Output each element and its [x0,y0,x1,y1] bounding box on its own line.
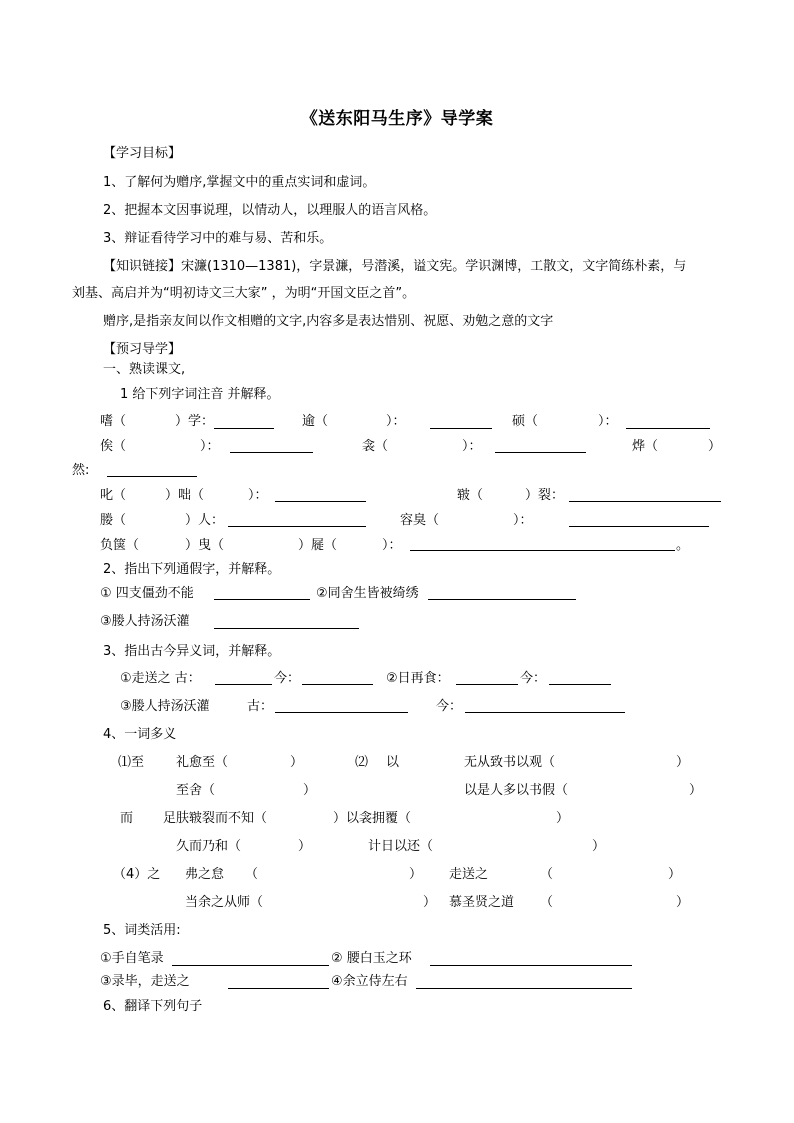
answer-blank[interactable] [275,501,366,502]
answer-blank[interactable] [626,428,710,429]
polysemy-example: ） [290,755,304,770]
polysemy-example: 慕圣贤之道 [449,895,515,910]
vocab-label: ）学： [175,414,215,429]
answer-blank[interactable] [428,599,576,600]
polysemy-example: ）以衾拥覆（ [333,811,412,826]
answer-blank[interactable] [215,684,272,685]
answer-blank[interactable] [416,988,632,989]
answer-blank[interactable] [107,476,197,477]
tongjia-item: ③媵人持汤沃灌 [100,614,190,629]
answer-blank[interactable] [228,526,366,527]
vocab-label: 俟（ [100,439,127,454]
answer-blank[interactable] [465,712,625,713]
word-class-item: ③录毕，走送之 [100,974,190,989]
vocab-label: ）： [200,439,220,454]
polysemy-example: 当余之从师（ [185,895,264,910]
polysemy-example: 久而乃和（ [176,839,242,854]
answer-blank[interactable] [172,965,329,966]
vocab-label: 硕（ [512,414,539,429]
answer-blank[interactable] [214,628,359,629]
tongjia-item: ②同舍生皆被绮绣 [316,586,419,601]
polysemy-word: 以 [386,755,400,770]
word-class-item: ④余立侍左右 [331,974,408,989]
polysemy-example: 弗之怠 [185,867,225,882]
vocab-label: 烨（ [632,439,659,454]
vocab-label: ）： [386,414,406,429]
answer-blank[interactable] [495,452,586,453]
section-4-heading: 4、一词多义 [103,727,177,742]
vocab-label: 然: [72,463,90,478]
vocab-label: ）屣（ [298,538,338,553]
answer-blank[interactable] [228,988,329,989]
section-1-heading: 一、熟读课文, [103,362,186,377]
word-class-item: ② 腰白玉之环 [331,951,412,966]
answer-blank[interactable] [214,428,274,429]
yiyi-label: ③媵人持汤沃灌 [120,699,210,714]
polysemy-example: 至舍（ [176,783,216,798]
polysemy-example: ） [676,895,690,910]
section-6-heading: 6、翻译下列句子 [103,999,203,1014]
knowledge-line: 赠序,是指亲友间以作文相赠的文字,内容多是表达惜别、祝愿、劝勉之意的文字 [103,314,554,329]
polysemy-word: 而 [120,811,134,826]
vocab-label: 叱（ [100,488,127,503]
yiyi-label: 今： [436,699,463,714]
answer-blank[interactable] [549,684,611,685]
polysemy-example: ） [556,811,570,826]
polysemy-example: ） [409,867,423,882]
page-title: 《送东阳马生序》导学案 [300,109,494,129]
answer-blank[interactable] [569,526,709,527]
polysemy-example: 走送之 [449,867,489,882]
yiyi-label: 今： [520,671,547,686]
polysemy-example: （ [245,867,259,882]
knowledge-line: 【知识链接】宋濂(1310—1381)，字景濂，号潜溪，谥文宪。学识渊博，工散文，文字简练朴素，与 [103,259,687,274]
preview-heading: 【预习导学】 [103,342,182,357]
polysemy-example: 无从致书以观（ [464,755,556,770]
answer-blank[interactable] [430,428,492,429]
answer-blank[interactable] [410,550,675,551]
knowledge-line: 刘基、高启并为“明初诗文三大家” ，为明“开国文臣之首”。 [72,286,416,301]
polysemy-word: ⑵ [355,755,369,770]
vocab-label: ）裂： [525,488,565,503]
vocab-label: 衾（ [362,439,389,454]
objective-item: 1、了解何为赠序,掌握文中的重点实词和虚词。 [103,175,376,190]
answer-blank[interactable] [214,599,310,600]
objective-item: 3、辩证看待学习中的难与易、苦和乐。 [103,231,333,246]
answer-blank[interactable] [456,684,518,685]
polysemy-example: 礼愈至（ [176,755,229,770]
section-2-heading: 2、指出下列通假字，并解释。 [103,562,281,577]
polysemy-example: ） [298,839,312,854]
vocab-label: ）： [513,513,533,528]
polysemy-example: 足肤皲裂而不知（ [163,811,268,826]
vocab-label: ）曳（ [185,538,225,553]
answer-blank[interactable] [430,965,632,966]
polysemy-example: （ [540,895,554,910]
vocab-label: 媵（ [100,513,127,528]
answer-blank[interactable] [275,712,408,713]
polysemy-example: ） [423,895,437,910]
vocab-label: ）： [462,439,482,454]
polysemy-word: ⑴至 [118,755,145,770]
vocab-label: ）： [248,488,268,503]
vocab-label: ） [708,439,722,454]
polysemy-example: 计日以还（ [368,839,434,854]
section-3-heading: 3、指出古今异义词，并解释。 [103,644,281,659]
polysemy-example: ） [676,755,690,770]
polysemy-example: 以是人多以书假（ [464,783,569,798]
vocab-label: 嗜（ [100,414,127,429]
polysemy-word: （4）之 [113,867,161,882]
polysemy-example: （ [540,867,554,882]
answer-blank[interactable] [569,501,721,502]
word-class-item: ①手自笔录 [100,951,164,966]
polysemy-example: ） [668,867,682,882]
polysemy-example: ） [689,783,703,798]
vocab-label: 容臭（ [400,513,440,528]
vocab-label: ）人： [185,513,225,528]
vocab-label: 逾（ [302,414,329,429]
yiyi-label: 今： [274,671,301,686]
yiyi-label: ①走送之 古： [120,671,201,686]
vocab-label: 负箧（ [100,538,140,553]
vocab-label: ）咄（ [165,488,205,503]
answer-blank[interactable] [302,684,373,685]
yiyi-label: ②日再食： [386,671,450,686]
objectives-heading: 【学习目标】 [103,146,182,161]
objective-item: 2、把握本文因事说理，以情动人，以理服人的语言风格。 [103,203,437,218]
section-5-heading: 5、词类活用: [103,923,181,938]
section-1-instruction: 1 给下列字词注音 并解释。 [120,387,280,402]
yiyi-label: 古： [247,699,274,714]
vocab-label: 皲（ [457,488,484,503]
answer-blank[interactable] [230,452,313,453]
polysemy-example: ） [592,839,606,854]
tongjia-item: ① 四支僵劲不能 [100,586,194,601]
vocab-label: ）： [598,414,618,429]
polysemy-example: ） [303,783,317,798]
vocab-label: 。 [676,538,690,553]
vocab-label: ）： [382,538,402,553]
